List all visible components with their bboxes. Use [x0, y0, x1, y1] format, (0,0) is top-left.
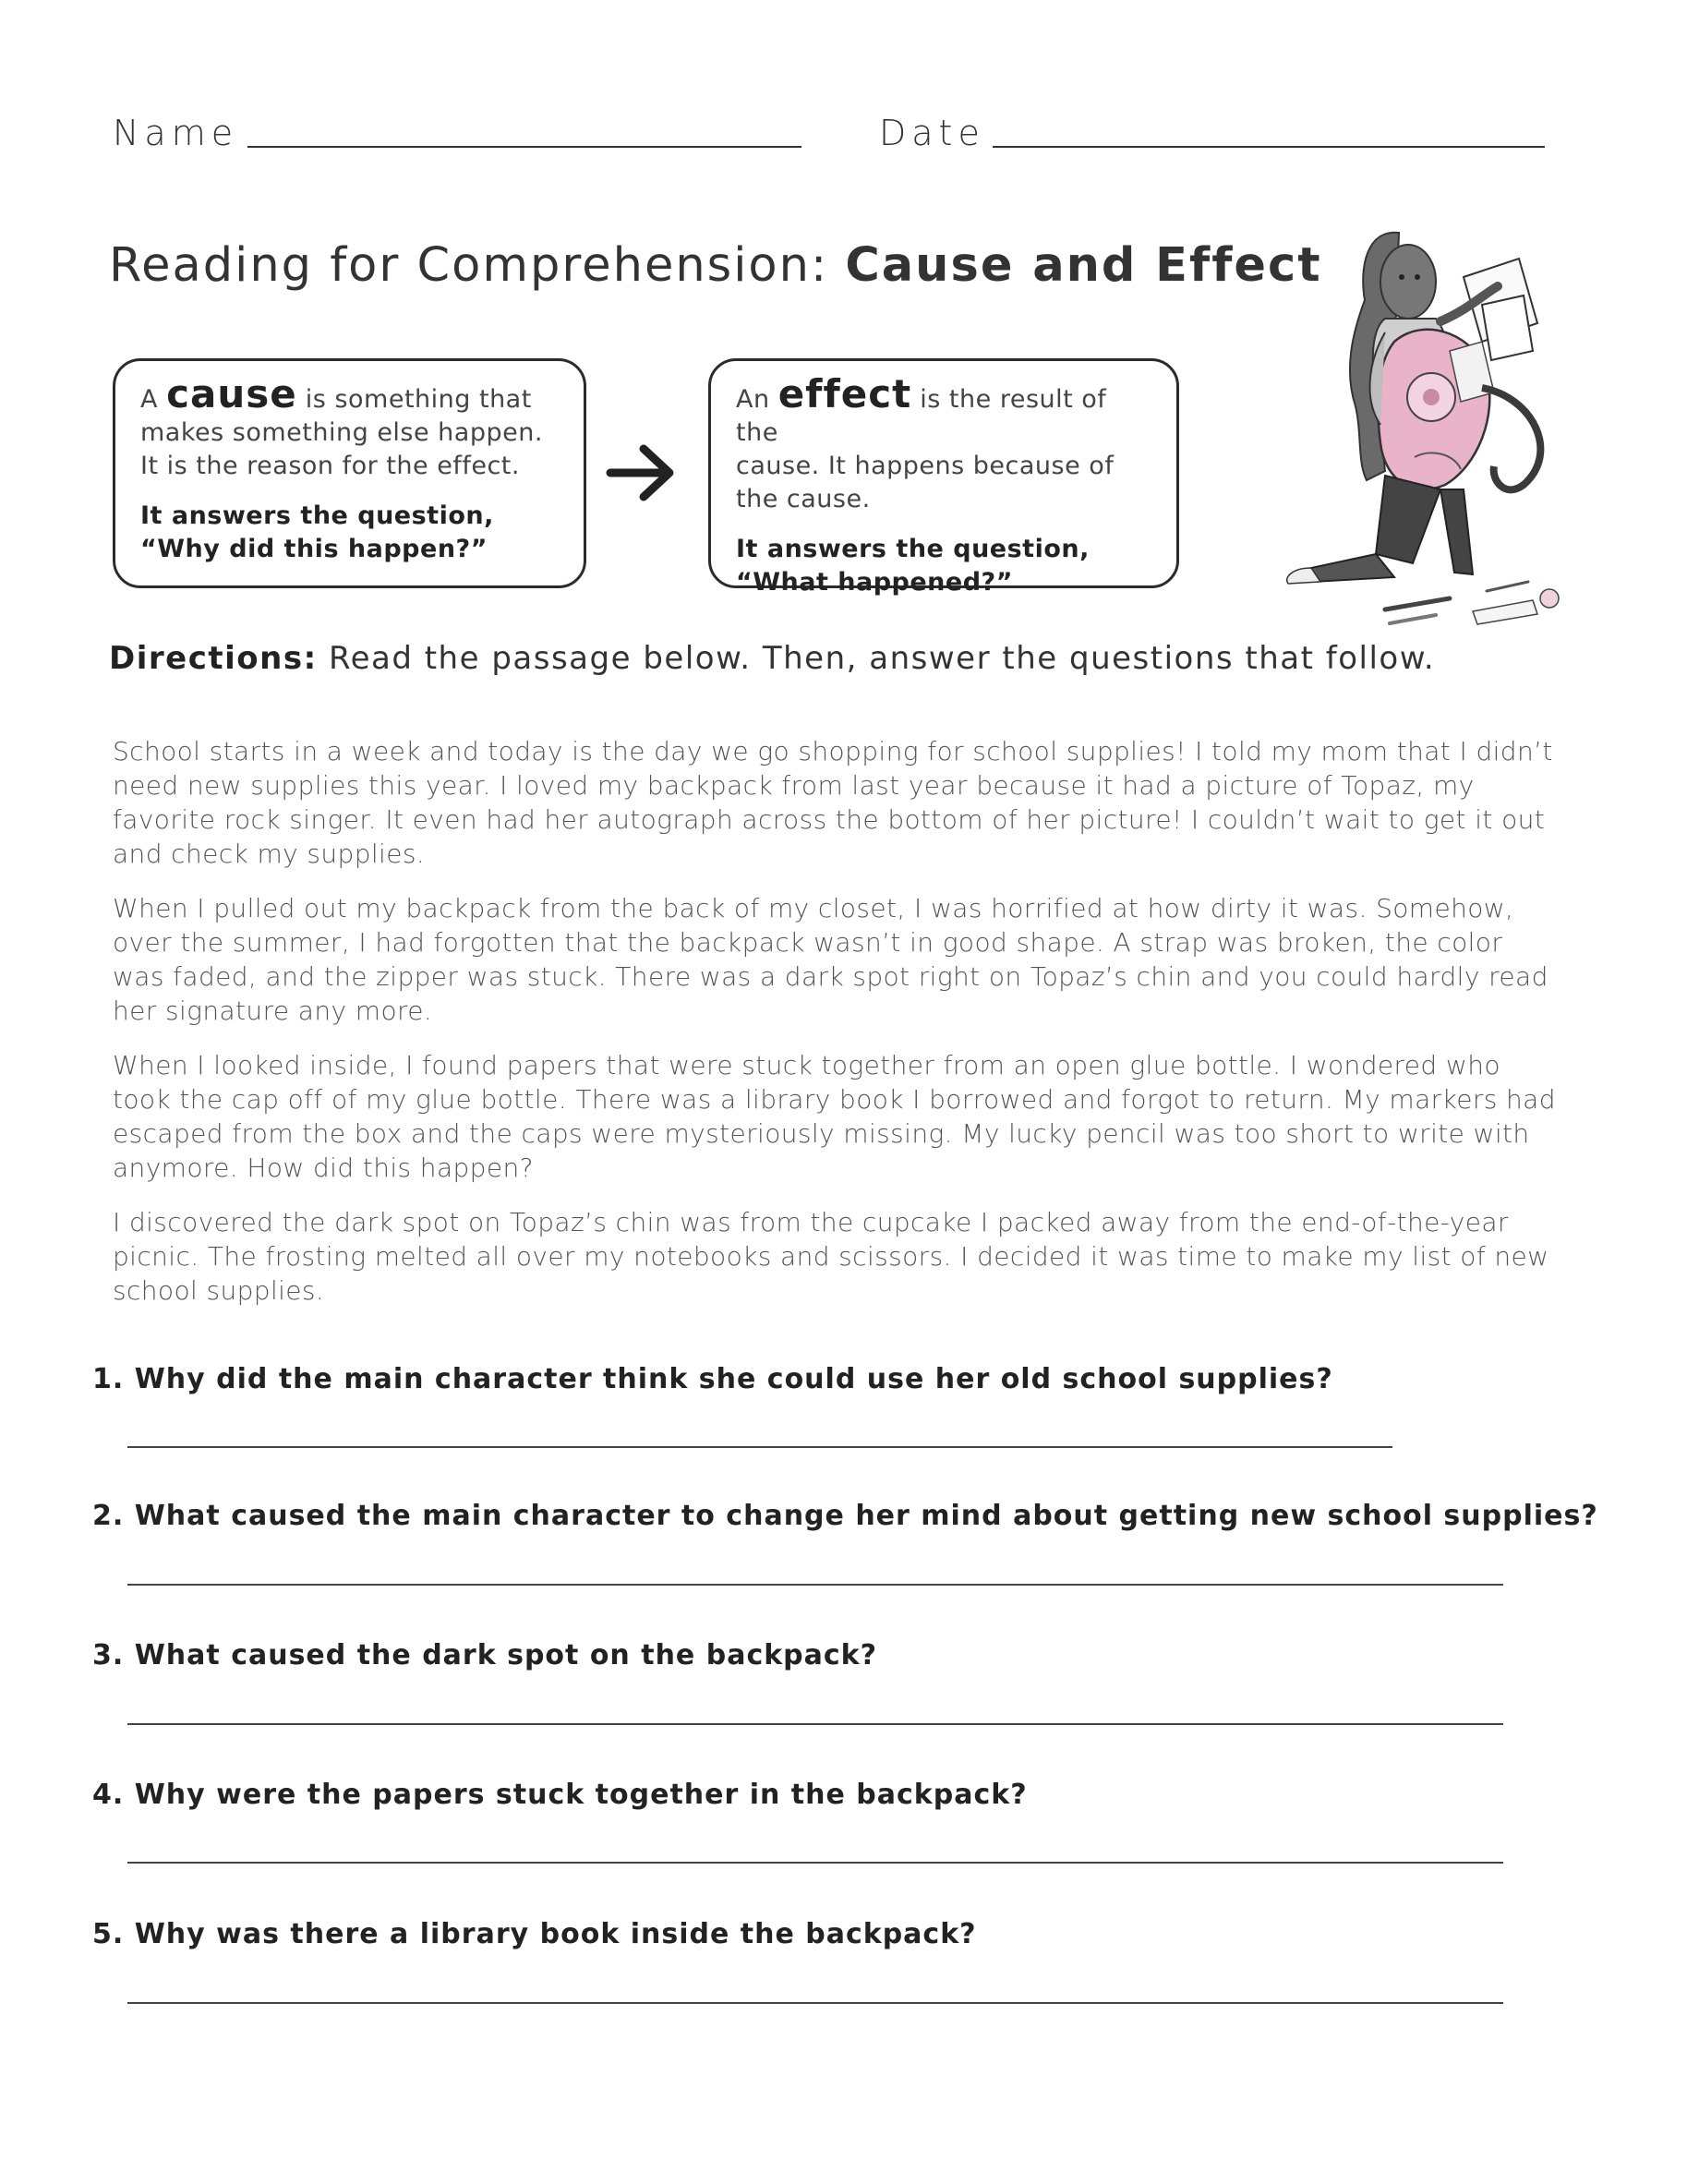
title-part-2: Cause and Effect: [845, 238, 1322, 293]
name-field[interactable]: [247, 146, 801, 148]
question-4: 4. Why were the papers stuck together in the backpack?: [92, 1779, 1028, 1811]
passage-paragraph-2: When I pulled out my backpack from the back of my closet, I was horrified at how dirty it was. Somehow, over the summer, I had forgotten that the backpack wasn’t in good shape. A strap was broken, the color was faded, and the zipper was stuck. There was a dark spot right on Topaz’s chin and you could hardly read her signature any more.: [113, 893, 1548, 1026]
question-5: 5. Why was there a library book inside the backpack?: [92, 1918, 977, 1950]
passage-paragraph-3: When I looked inside, I found papers that were stuck together from an open glue bottle. I wondered who took the cap off of my glue bottle. There was a library book I borrowed and forgot to return. My markers had escaped from the box and the caps were mysteriously missing. My lucky pencil was too short to write with anymore. How did this happen?: [113, 1050, 1556, 1183]
cause-line-2: makes something else happen.: [140, 418, 543, 447]
effect-line-2: cause. It happens because of: [736, 452, 1115, 480]
name-label: Name: [113, 113, 239, 153]
cause-line-1: is something that: [305, 385, 532, 414]
date-label: Date: [879, 113, 985, 153]
girl-with-backpack-illustration: [1256, 212, 1588, 646]
cause-lead: A: [140, 385, 158, 414]
effect-line-3: the cause.: [736, 485, 871, 513]
title-part-1: Reading for Comprehension:: [109, 238, 829, 293]
passage-paragraph-1: School starts in a week and today is the day we go shopping for school supplies! I told my mom that I didn’t need new supplies this year. I loved my backpack from last year because it had a picture of Topaz, my favorite rock singer. It even had her autograph across the bottom of her picture! I couldn’t wait to get it out and check my supplies.: [113, 736, 1553, 869]
answer-line-5[interactable]: [127, 2002, 1503, 2004]
question-3: 3. What caused the dark spot on the backpack?: [92, 1639, 878, 1671]
page-title: [109, 238, 1322, 293]
directions-text: Read the passage below. Then, answer the questions that follow.: [328, 640, 1436, 677]
cause-question-line-1: It answers the question,: [140, 501, 494, 530]
passage-paragraph-4: I discovered the dark spot on Topaz’s chin was from the cupcake I packed away from the end-of-the-year picnic. The frosting melted all over my notebooks and scissors. I decided it was time to make my list of new school supplies.: [113, 1207, 1549, 1306]
directions: [109, 640, 1435, 677]
answer-line-4[interactable]: [127, 1862, 1503, 1864]
effect-lead: An: [736, 385, 770, 414]
effect-question-line-2: “What happened?”: [736, 568, 1013, 597]
answer-line-2[interactable]: [127, 1584, 1503, 1586]
cause-question-line-2: “Why did this happen?”: [140, 535, 488, 563]
answer-line-1[interactable]: [127, 1446, 1392, 1448]
effect-definition-box: [708, 358, 1179, 597]
cause-term: cause: [166, 371, 297, 416]
cause-question: [140, 500, 561, 566]
effect-line-1: is the result of the: [736, 385, 1107, 447]
arrow-right-icon: [605, 441, 679, 504]
question-2: 2. What caused the main character to change her mind about getting new school supplies?: [92, 1500, 1598, 1532]
effect-term: effect: [777, 371, 912, 416]
directions-label: Directions:: [109, 640, 318, 677]
reading-passage: [113, 734, 1562, 1328]
answer-line-3[interactable]: [127, 1723, 1503, 1725]
cause-definition-box: [113, 358, 586, 588]
effect-question: [736, 533, 1154, 599]
cause-definition-text: [140, 371, 561, 483]
date-field[interactable]: [993, 146, 1545, 148]
effect-question-line-1: It answers the question,: [736, 535, 1090, 563]
cause-line-3: It is the reason for the effect.: [140, 452, 520, 480]
question-1: 1. Why did the main character think she could use her old school supplies?: [92, 1363, 1333, 1395]
effect-definition-text: [736, 371, 1154, 516]
